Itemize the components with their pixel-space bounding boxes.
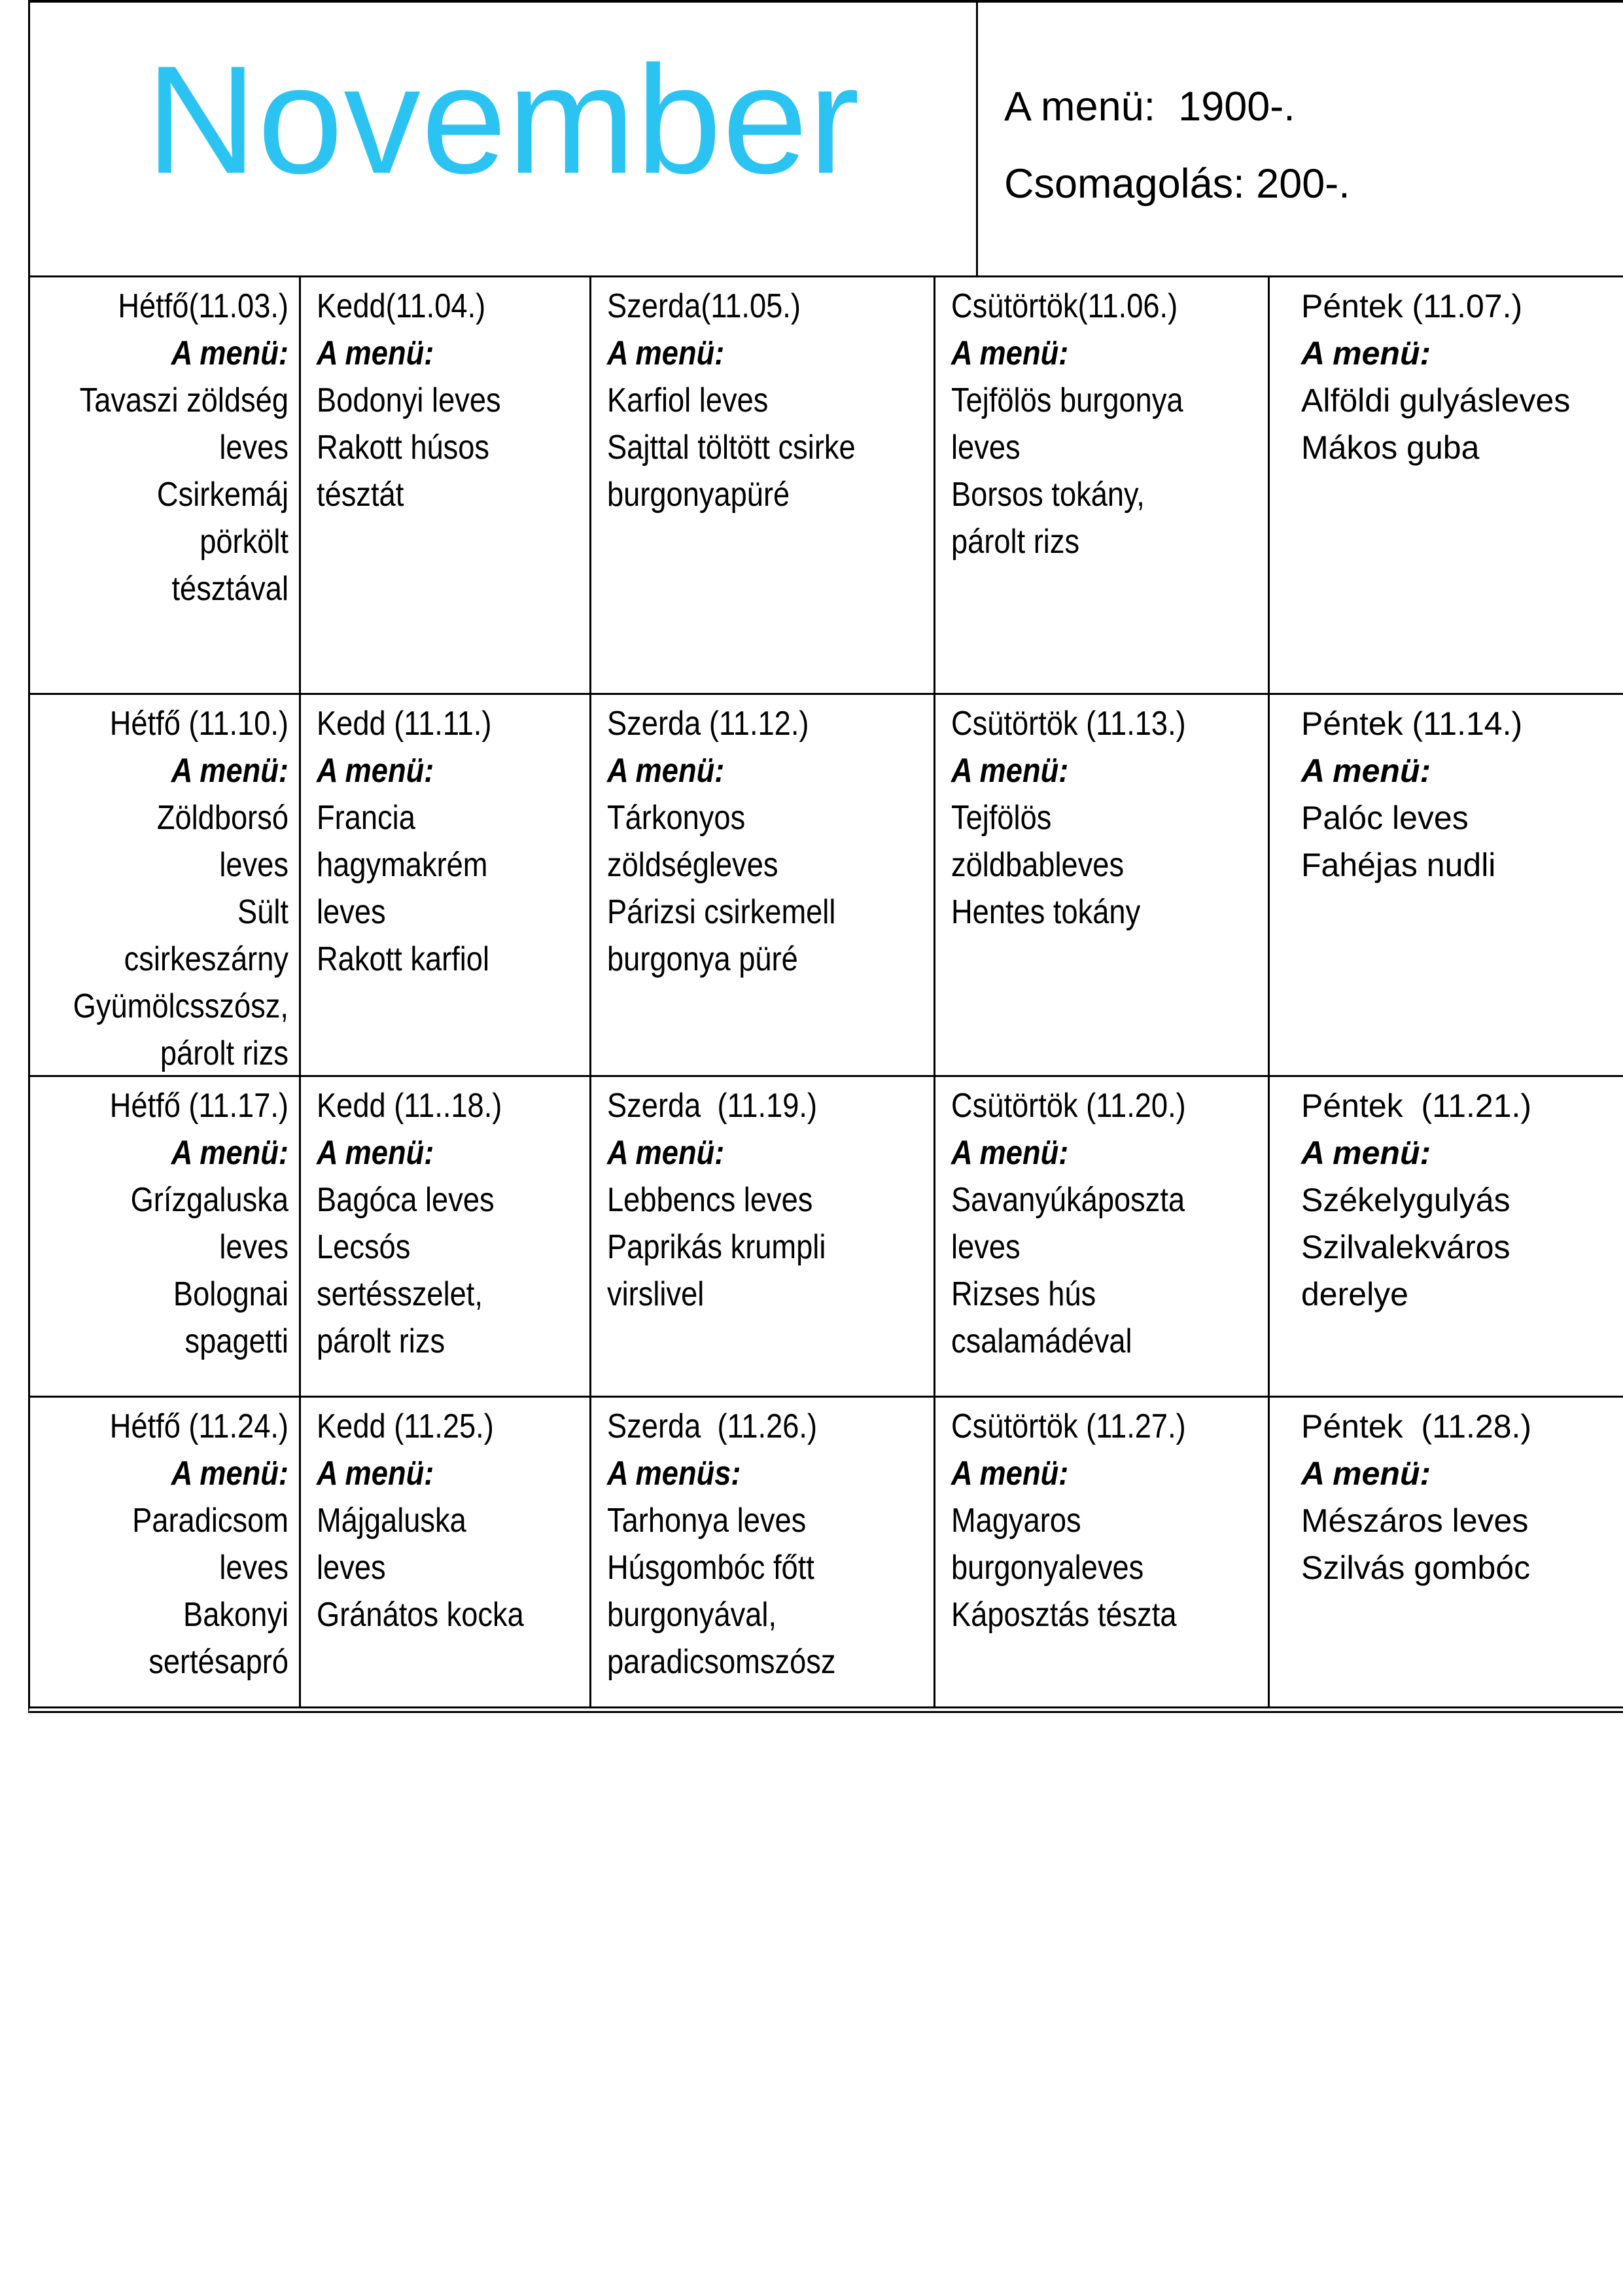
menu-item: zöldbableves xyxy=(951,846,1125,884)
day-heading: Csütörtök (11.20.) xyxy=(951,1087,1186,1125)
menu-item: Paprikás krumpli xyxy=(607,1228,826,1266)
menu-cell-r3-c1 xyxy=(30,1077,301,1398)
menu-item: leves xyxy=(219,1228,288,1266)
menu-item: burgonyával, xyxy=(607,1596,777,1634)
menu-item: Rakott karfiol xyxy=(317,940,490,978)
menu-label: A menü: xyxy=(317,752,434,790)
menu-item: Mákos guba xyxy=(1301,429,1480,466)
day-heading: Péntek (11.14.) xyxy=(1301,705,1523,742)
day-heading: Szerda(11.05.) xyxy=(607,287,801,325)
menu-item: csirkeszárny xyxy=(124,940,288,978)
menu-cell-r4-c2 xyxy=(301,1398,591,1706)
menu-cell-r2-c1 xyxy=(30,695,301,1077)
menu-item: Sajttal töltött csirke xyxy=(607,429,856,467)
menu-item: leves xyxy=(219,429,288,467)
menu-item: leves xyxy=(951,1228,1021,1266)
menu-price: A menü: 1900-. xyxy=(1004,84,1295,130)
menu-label: A menü: xyxy=(171,752,288,790)
day-heading: Hétfő (11.24.) xyxy=(109,1407,288,1445)
menu-item: Tavaszi zöldség xyxy=(79,381,288,419)
menu-cell-r3-c4 xyxy=(935,1077,1270,1398)
menu-cell-r3-c2 xyxy=(301,1077,591,1398)
day-heading: Hétfő (11.17.) xyxy=(109,1087,288,1125)
day-heading: Kedd (11.11.) xyxy=(317,705,492,743)
day-heading: Kedd (11..18.) xyxy=(317,1087,502,1125)
menu-item: Magyaros xyxy=(951,1502,1081,1540)
menu-item: Grízgaluska xyxy=(130,1181,288,1219)
menu-item: Mészáros leves xyxy=(1301,1502,1529,1539)
menu-cell-r1-c1 xyxy=(30,277,301,695)
menu-item: burgonyapüré xyxy=(607,476,790,514)
menu-item: Palóc leves xyxy=(1301,800,1469,836)
menu-item: tésztával xyxy=(171,570,288,608)
menu-label: A menü: xyxy=(607,334,725,372)
day-heading: Szerda (11.26.) xyxy=(607,1407,818,1445)
menu-label: A menü: xyxy=(317,334,434,372)
menu-item: sertésszelet, xyxy=(317,1275,483,1313)
menu-label: A menüs: xyxy=(607,1455,741,1492)
menu-item: paradicsomszósz xyxy=(607,1643,836,1681)
menu-item: Borsos tokány, xyxy=(951,476,1145,514)
menu-item: virslivel xyxy=(607,1275,705,1313)
menu-item: Savanyúkáposzta xyxy=(951,1181,1185,1219)
menu-item: Lecsós xyxy=(317,1228,411,1266)
menu-cell-r1-c5 xyxy=(1270,277,1623,695)
menu-item: hagymakrém xyxy=(317,846,488,884)
day-heading: Hétfő(11.03.) xyxy=(118,287,288,325)
menu-item: Zöldborsó xyxy=(156,799,288,837)
menu-item: párolt rizs xyxy=(160,1034,288,1072)
menu-label: A menü: xyxy=(951,334,1069,372)
day-heading: Hétfő (11.10.) xyxy=(109,705,288,743)
menu-item: leves xyxy=(219,846,288,884)
menu-item: Tejfölös xyxy=(951,799,1052,837)
menu-item: párolt rizs xyxy=(951,523,1080,561)
menu-cell-r4-c5 xyxy=(1270,1398,1623,1706)
menu-item: leves xyxy=(317,1549,386,1587)
menu-item: Tárkonyos xyxy=(607,799,746,837)
menu-cell-r2-c4 xyxy=(935,695,1270,1077)
menu-item: Karfiol leves xyxy=(607,381,769,419)
price-cell xyxy=(978,3,1623,275)
menu-item: Gyümölcsszósz, xyxy=(73,987,289,1025)
menu-item: Paradicsom xyxy=(132,1502,288,1540)
menu-label: A menü: xyxy=(607,1134,725,1172)
menu-label: A menü: xyxy=(1301,752,1431,789)
menu-cell-r2-c2 xyxy=(301,695,591,1077)
menu-label: A menü: xyxy=(317,1134,434,1172)
menu-item: Csirkemáj xyxy=(156,476,288,514)
menu-item: Székelygulyás xyxy=(1301,1182,1510,1218)
day-heading: Csütörtök (11.27.) xyxy=(951,1407,1186,1445)
menu-item: Gránátos kocka xyxy=(317,1596,524,1634)
menu-cell-r4-c1 xyxy=(30,1398,301,1706)
menu-cell-r2-c5 xyxy=(1270,695,1623,1077)
menu-label: A menü: xyxy=(1301,1455,1431,1492)
menu-table xyxy=(28,0,1623,1713)
menu-item: burgonya püré xyxy=(607,940,798,978)
menu-item: leves xyxy=(219,1549,288,1587)
day-heading: Péntek (11.28.) xyxy=(1301,1408,1532,1445)
day-heading: Péntek (11.07.) xyxy=(1301,288,1523,325)
menu-item: Alföldi gulyásleves xyxy=(1301,382,1571,419)
menu-item: derelye xyxy=(1301,1276,1408,1313)
menu-item: sertésapró xyxy=(148,1643,288,1681)
menu-label: A menü: xyxy=(171,334,288,372)
menu-cell-r1-c2 xyxy=(301,277,591,695)
table-header-row xyxy=(30,3,1623,277)
menu-label: A menü: xyxy=(951,752,1069,790)
menu-item: Bagóca leves xyxy=(317,1181,495,1219)
day-heading: Szerda (11.19.) xyxy=(607,1087,818,1125)
menu-cell-r4-c4 xyxy=(935,1398,1270,1706)
day-heading: Kedd(11.04.) xyxy=(317,287,486,325)
menu-item: párolt rizs xyxy=(317,1322,445,1360)
month-title: November xyxy=(145,33,860,205)
month-title-cell xyxy=(30,3,978,275)
day-heading: Szerda (11.12.) xyxy=(607,705,809,743)
menu-item: Párizsi csirkemell xyxy=(607,893,836,931)
menu-label: A menü: xyxy=(171,1455,288,1492)
menu-grid xyxy=(30,277,1623,1706)
menu-item: Szilvalekváros xyxy=(1301,1229,1510,1265)
menu-item: Bolognai xyxy=(173,1275,288,1313)
menu-cell-r1-c3 xyxy=(591,277,935,695)
menu-cell-r1-c4 xyxy=(935,277,1270,695)
menu-item: Tejfölös burgonya xyxy=(951,381,1183,419)
day-heading: Péntek (11.21.) xyxy=(1301,1087,1532,1124)
menu-item: csalamádéval xyxy=(951,1322,1132,1360)
menu-item: leves xyxy=(317,893,386,931)
menu-label: A menü: xyxy=(607,752,725,790)
menu-item: Sült xyxy=(237,893,288,931)
menu-item: Húsgombóc főtt xyxy=(607,1549,814,1587)
menu-item: pörkölt xyxy=(200,523,288,561)
menu-cell-r3-c3 xyxy=(591,1077,935,1398)
menu-item: Fahéjas nudli xyxy=(1301,847,1496,883)
menu-label: A menü: xyxy=(951,1455,1069,1492)
menu-item: Bodonyi leves xyxy=(317,381,501,419)
menu-item: Rakott húsos xyxy=(317,429,490,467)
menu-label: A menü: xyxy=(951,1134,1069,1172)
menu-item: Rizses hús xyxy=(951,1275,1096,1313)
menu-item: spagetti xyxy=(184,1322,288,1360)
packaging-price: Csomagolás: 200-. xyxy=(1004,161,1350,207)
day-heading: Csütörtök (11.13.) xyxy=(951,705,1186,743)
menu-item: tésztát xyxy=(317,476,404,514)
day-heading: Kedd (11.25.) xyxy=(317,1407,494,1445)
day-heading: Csütörtök(11.06.) xyxy=(951,287,1178,325)
menu-label: A menü: xyxy=(1301,1135,1431,1171)
menu-item: burgonyaleves xyxy=(951,1549,1144,1587)
menu-cell-r3-c5 xyxy=(1270,1077,1623,1398)
menu-item: Tarhonya leves xyxy=(607,1502,807,1540)
menu-item: Lebbencs leves xyxy=(607,1181,813,1219)
menu-item: Hentes tokány xyxy=(951,893,1141,931)
menu-label: A menü: xyxy=(317,1455,434,1492)
menu-cell-r4-c3 xyxy=(591,1398,935,1706)
menu-item: Bakonyi xyxy=(183,1596,288,1634)
menu-item: Káposztás tészta xyxy=(951,1596,1177,1634)
menu-item: Francia xyxy=(317,799,415,837)
menu-item: leves xyxy=(951,429,1021,467)
menu-cell-r2-c3 xyxy=(591,695,935,1077)
menu-item: Szilvás gombóc xyxy=(1301,1549,1531,1586)
menu-item: zöldségleves xyxy=(607,846,778,884)
menu-label: A menü: xyxy=(171,1134,288,1172)
menu-item: Májgaluska xyxy=(317,1502,466,1540)
menu-label: A menü: xyxy=(1301,335,1431,372)
